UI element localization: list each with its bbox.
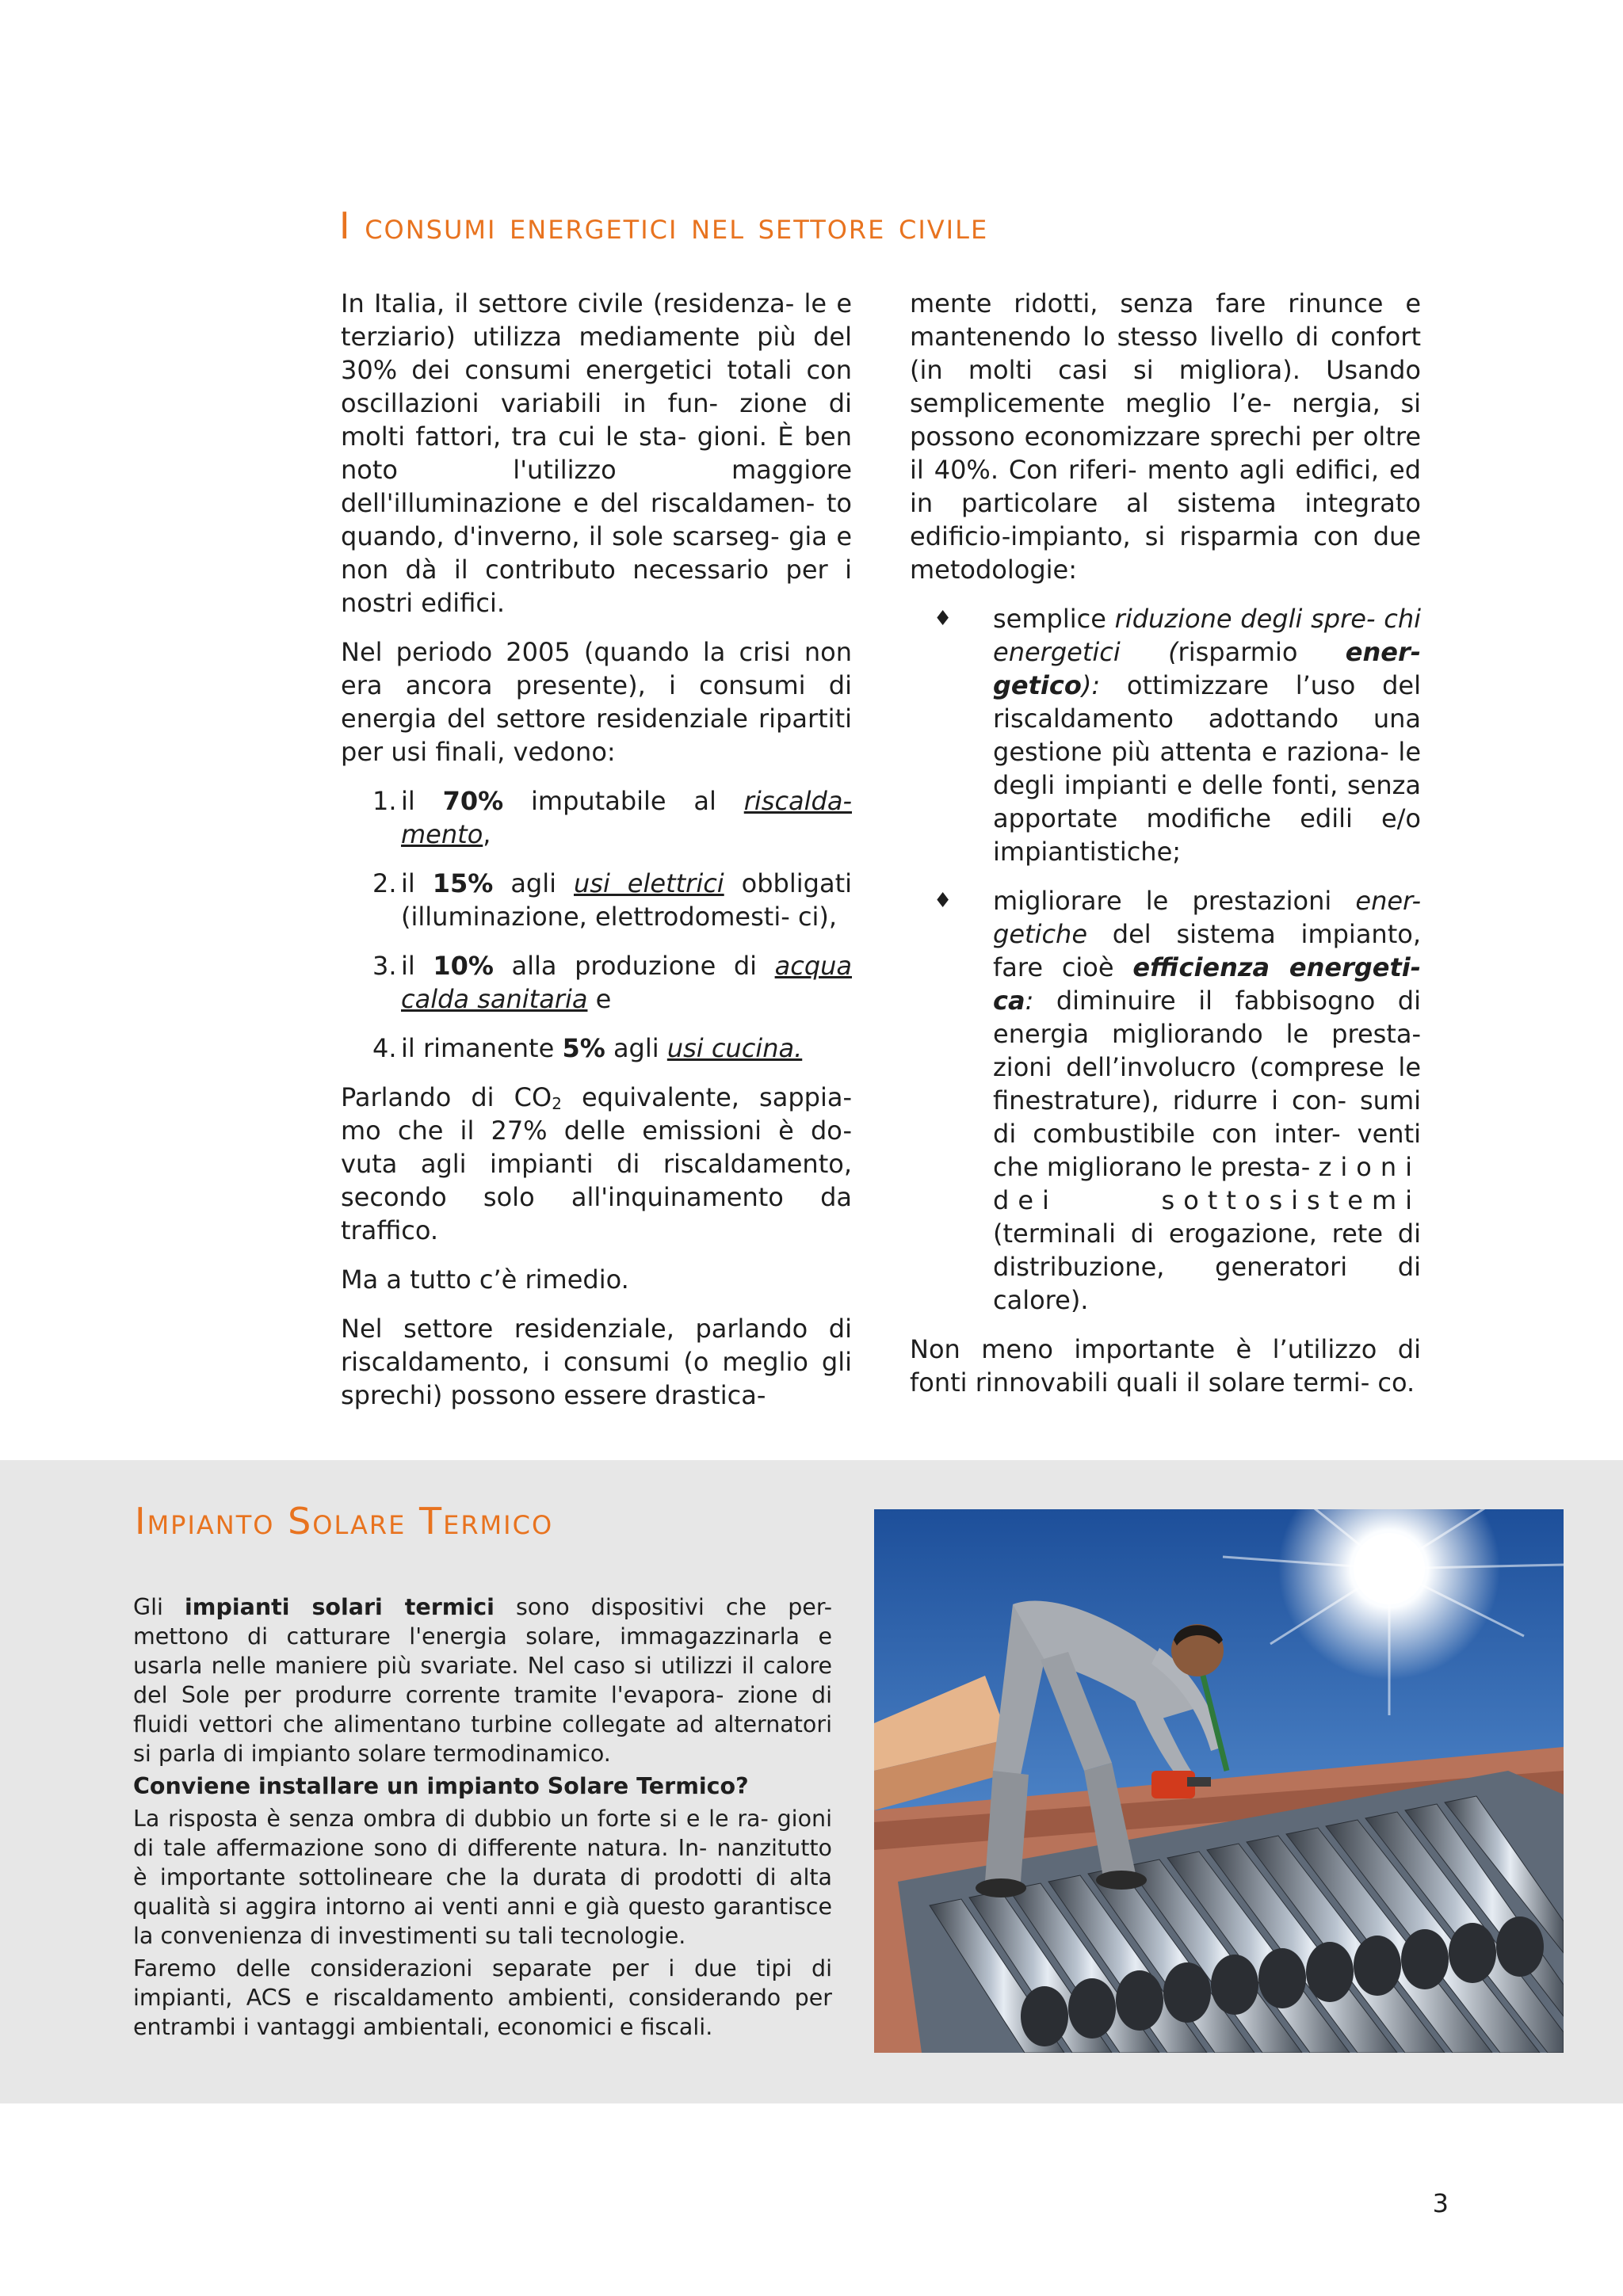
paragraph: Gli impianti solari termici sono dispositivi che per- mettono di catturare l'energia solare, immagazzinarla e usarla nelle maniere più svariate. Nel caso si utilizzi il calore del Sole per produrre corrente tramite l'evapora- zione di fluidi vettori che alimentano turbine collegate ad alternatori si parla di impianto solare termodinamico. [133, 1594, 833, 1767]
left-column [341, 287, 852, 1428]
list-item: 2. il 15% agli usi elettrici obbligati (illuminazione, elettrodomesti- ci), [372, 868, 852, 932]
section-title-solare: Impianto Solare Termico [135, 1500, 554, 1543]
solar-installer-photo [874, 1509, 1564, 2053]
paragraph: Nel periodo 2005 (quando la crisi non era ancora presente), i consumi di energia del settore residenziale ripartiti per usi finali, vedono: [341, 637, 852, 767]
list-item: 4. il rimanente 5% agli usi cucina. [372, 1033, 803, 1063]
page-number: 3 [1432, 2188, 1449, 2218]
list-item: 3. il 10% alla produzione di acqua calda sanitaria e [372, 951, 853, 1014]
paragraph: Ma a tutto c’è rimedio. [341, 1264, 629, 1295]
solar-installer-illustration [874, 1509, 1564, 2053]
paragraph: mente ridotti, senza fare rinunce e mantenendo lo stesso livello di confort (in molti casi si migliora). Usando semplicemente meglio l’e- nergia, si possono economizzare sprechi per oltre il 40%. Con riferi- mento agli edifici, ed in particolare al sistema integrato edificio-impianto, si risparmia con due metodologie: [910, 288, 1421, 585]
solar-section-text [133, 1592, 832, 2045]
paragraph: Faremo delle considerazioni separate per i due tipi di impianti, ACS e riscaldamento ambienti, considerando per entrambi i vantaggi ambientali, economici e fiscali. [133, 1955, 832, 2040]
diamond-bullet-icon: ♦ [934, 607, 953, 631]
right-column [910, 287, 1421, 1415]
list-item: ♦ semplice riduzione degli spre- chi energetici (risparmio ener- getico): ottimizzare l’uso del riscaldamento adottando una gestione più attenta e raziona- le degli impianti e delle fonti, senza apportate modifiche edili e/o impiantistiche; [934, 604, 1422, 867]
question-heading: Conviene installare un impianto Solare Termico? [133, 1773, 749, 1799]
paragraph: La risposta è senza ombra di dubbio un forte si e le ra- gioni di tale affermazione sono di differente natura. In- nanzitutto è importante sottolineare che la durata di prodotti di alta qualità si aggira intorno ai venti anni e già questo garantisce la convenienza di investimenti su tali tecnologie. [133, 1806, 832, 1949]
diamond-bullet-icon: ♦ [934, 889, 953, 913]
paragraph: Non meno importante è l’utilizzo di fonti rinnovabili quali il solare termi- co. [910, 1334, 1421, 1398]
list-item: ♦ migliorare le prestazioni ener- getiche del sistema impianto, fare cioè efficienza energeti- ca: diminuire il fabbisogno di energia migliorando le presta- zioni dell’involucro (comprese le finestrature), ridurre i con- sumi di combustibile con inter- venti che migliorano le presta- zioni dei sottosistemi (terminali di erogazione, rete di distribuzione, generatori di calore). [934, 886, 1422, 1315]
list-item: 1. il 70% imputabile al riscalda- mento, [372, 786, 852, 849]
paragraph: In Italia, il settore civile (residenza- le e terziario) utilizza mediamente più del 30% dei consumi energetici totali con oscillazioni variabili in fun- zione di molti fattori, tra cui le sta- gioni. È ben noto l'utilizzo maggiore dell'illuminazione e del riscaldamen- to quando, d'inverno, il sole scarseg- gia e non dà il contributo necessario per i nostri edifici. [341, 288, 852, 618]
paragraph-co2: Parlando di $CO_2$ equivalente, sappia- mo che il 27% delle emissioni è do- vuta agli impianti di riscaldamento, secondo solo all'inquinamento da traffico. [341, 1082, 853, 1245]
section-title-consumi: I consumi energetici nel settore civile [339, 204, 989, 247]
final-uses-list [341, 784, 852, 1065]
paragraph: Nel settore residenziale, parlando di riscaldamento, i consumi (o meglio gli sprechi) possono essere drastica- [341, 1314, 852, 1410]
methods-list [910, 602, 1421, 1317]
